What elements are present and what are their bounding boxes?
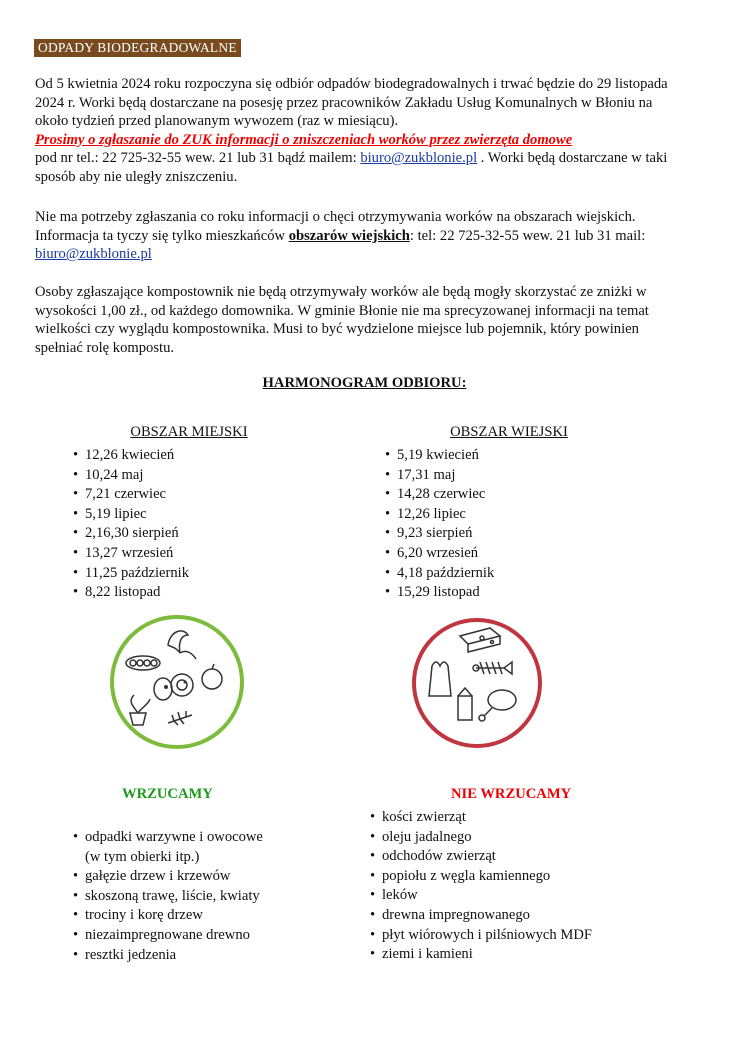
list-item: • resztki jedzenia bbox=[73, 946, 263, 966]
list-item: • odchodów zwierząt bbox=[370, 847, 592, 867]
forbidden-list bbox=[370, 808, 592, 965]
list-item: • gałęzie drzew i krzewów bbox=[73, 867, 263, 887]
forbidden-waste-icon bbox=[410, 616, 544, 750]
list-item: • 9,23 sierpień bbox=[385, 524, 494, 544]
rural-contact-text: : tel: 22 725-32-55 wew. 21 lub 31 mail: bbox=[409, 227, 646, 244]
intro-paragraph-1 bbox=[35, 75, 685, 186]
list-item: • 8,22 listopad bbox=[73, 583, 189, 603]
list-item: • trociny i korę drzew bbox=[73, 906, 263, 926]
list-item: • 6,20 wrzesień bbox=[385, 544, 494, 564]
list-item: • 11,25 październik bbox=[73, 564, 189, 584]
allowed-title: WRZUCAMY bbox=[122, 786, 213, 802]
email-link[interactable]: biuro@zukblonie.pl bbox=[360, 150, 478, 166]
list-item: • popiołu z węgla kamiennego bbox=[370, 867, 592, 887]
list-item: • 2,16,30 sierpień bbox=[73, 524, 189, 544]
list-item: • 12,26 lipiec bbox=[385, 505, 494, 525]
warning-text: Prosimy o zgłaszanie do ZUK informacji o zniszczeniach worków przez zwierzęta domowe bbox=[35, 131, 573, 148]
rural-date-list bbox=[385, 446, 494, 603]
list-item: • 13,27 wrzesień bbox=[73, 544, 189, 564]
list-item: • 4,18 październik bbox=[385, 564, 494, 584]
list-item: • 14,28 czerwiec bbox=[385, 485, 494, 505]
list-item: • leków bbox=[370, 886, 592, 906]
schedule-title: HARMONOGRAM ODBIORU: bbox=[262, 375, 467, 391]
intro-end-text: . Worki będą dostarczane w taki sposób aby nie uległy zniszczeniu. bbox=[35, 150, 668, 185]
organic-waste-icon bbox=[108, 613, 246, 751]
intro-paragraph-3: Osoby zgłaszające kompostownik nie będą otrzymywały worków ale będą mogły skorzystać ze zniżki w wysokości 1,00 zł., od każdego domownika. W gminie Błonie nie ma sprecyzowanej informacji na temat wielkości czy wyglądu kompostownika. Musi to być wydzielone miejsce lub pojemnik, który powinien spełniać rolę kompostu. bbox=[35, 284, 649, 356]
list-item: • niezaimpregnowane drewno bbox=[73, 926, 263, 946]
forbidden-title: NIE WRZUCAMY bbox=[451, 786, 572, 802]
intro-text: Od 5 kwietnia 2024 roku rozpoczyna się odbiór odpadów biodegradowalnych i trwać będzie do 29 listopada 2024 r. Worki będą dostarczane na posesję przez pracowników Zakładu Usług Komunalnych w Błoniu na około tydzień przed planowanym wywozem (raz w miesiącu). bbox=[35, 76, 668, 129]
list-item: • 17,31 maj bbox=[385, 466, 494, 486]
list-item: • 10,24 maj bbox=[73, 466, 189, 486]
list-item: • 12,26 kwiecień bbox=[73, 446, 189, 466]
email-link-2[interactable]: biuro@zukblonie.pl bbox=[35, 246, 152, 262]
allowed-list bbox=[73, 828, 263, 965]
list-item: (w tym obierki itp.) bbox=[85, 848, 200, 865]
contact-text: pod nr tel.: 22 725-32-55 wew. 21 lub 31 bądź mailem: bbox=[35, 150, 361, 166]
list-item: • 15,29 listopad bbox=[385, 583, 494, 603]
list-item: • oleju jadalnego bbox=[370, 828, 592, 848]
intro-paragraph-2 bbox=[35, 208, 685, 264]
list-item: • kości zwierząt bbox=[370, 808, 592, 828]
list-item: • ziemi i kamieni bbox=[370, 945, 592, 965]
urban-title: OBSZAR MIEJSKI bbox=[130, 424, 248, 440]
list-item: • drewna impregnowanego bbox=[370, 906, 592, 926]
list-item: • skoszoną trawę, liście, kwiaty bbox=[73, 887, 263, 907]
urban-date-list bbox=[73, 446, 189, 603]
list-item: • odpadki warzywne i owocowe bbox=[73, 828, 263, 848]
list-item: • 5,19 lipiec bbox=[73, 505, 189, 525]
rural-info-text: Nie ma potrzeby zgłaszania co roku informacji o chęci otrzymywania worków na obszarach wiejskich. Informacja ta tyczy się tylko mieszkańców bbox=[35, 209, 636, 244]
rural-emphasis: obszarów wiejskich bbox=[288, 227, 410, 244]
list-item: • płyt wiórowych i pilśniowych MDF bbox=[370, 926, 592, 946]
section-header: ODPADY BIODEGRADOWALNE bbox=[34, 39, 241, 57]
rural-title: OBSZAR WIEJSKI bbox=[450, 424, 568, 440]
list-item: • 7,21 czerwiec bbox=[73, 485, 189, 505]
list-item: • 5,19 kwiecień bbox=[385, 446, 494, 466]
